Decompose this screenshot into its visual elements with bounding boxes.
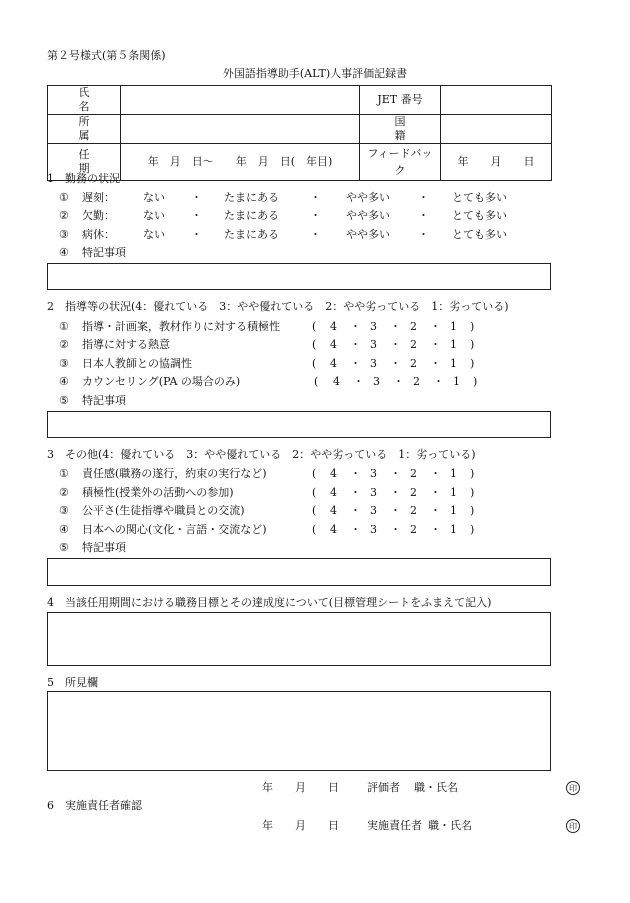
separator: ・ — [418, 209, 429, 222]
rating-open: ( — [312, 320, 317, 333]
guidance-row — [0, 337, 630, 353]
rating-3[interactable]: 3 — [373, 375, 380, 388]
rating-1[interactable]: 1 — [453, 375, 460, 388]
rating-dot: ・ — [430, 467, 441, 480]
guidance-row — [0, 374, 630, 390]
rating-dot: ・ — [350, 320, 361, 333]
row-number: ① — [59, 191, 69, 204]
nationality-field[interactable] — [441, 115, 552, 144]
separator: ・ — [310, 209, 321, 222]
rating-3[interactable]: 3 — [370, 523, 377, 536]
evaluator-role-label: 評価者 — [367, 781, 400, 794]
rating-open: ( — [312, 467, 317, 480]
other-row — [0, 503, 630, 519]
rating-4[interactable]: 4 — [330, 320, 337, 333]
row-label: 遅刻： — [82, 191, 115, 204]
option-none[interactable]: ない — [143, 191, 165, 204]
feedback-label-line-1: フィードバッ — [367, 147, 433, 160]
jet-number-field[interactable] — [441, 86, 552, 115]
manager-name-label: 職・氏名 — [428, 819, 472, 832]
rating-dot: ・ — [430, 338, 441, 351]
row-label: 指導に対する熱意 — [82, 338, 170, 351]
rating-3[interactable]: 3 — [370, 338, 377, 351]
rating-4[interactable]: 4 — [330, 504, 337, 517]
section-2-notes-label — [0, 393, 630, 409]
rating-3[interactable]: 3 — [370, 320, 377, 333]
row-number: ④ — [59, 523, 69, 536]
rating-dot: ・ — [430, 357, 441, 370]
row-number: ⑤ — [59, 541, 69, 554]
section-4-heading: 4 当該任用期間における職務目標とその達成度について(目標管理シートをふまえて記入) — [47, 596, 492, 609]
rating-dot: ・ — [430, 504, 441, 517]
row-number: ③ — [59, 228, 69, 241]
term-field[interactable]: 年 月 日～ 年 月 日( 年目) — [121, 144, 360, 181]
rating-dot: ・ — [390, 357, 401, 370]
guidance-row — [0, 319, 630, 335]
separator: ・ — [191, 191, 202, 204]
rating-1[interactable]: 1 — [450, 320, 457, 333]
row-label: 日本への関心(文化・言語・交流など) — [82, 523, 267, 536]
option-somewhat-often[interactable]: やや多い — [346, 228, 390, 241]
name-field[interactable] — [121, 86, 360, 115]
row-number: ③ — [59, 357, 69, 370]
feedback-date-field[interactable]: 年 月 日 — [441, 144, 552, 181]
row-label: 病休： — [82, 228, 115, 241]
rating-4[interactable]: 4 — [333, 375, 340, 388]
option-somewhat-often[interactable]: やや多い — [346, 209, 390, 222]
attendance-row-late — [0, 190, 630, 206]
manager-signature-line — [0, 818, 630, 834]
section-1-heading: 1 勤務の状況 — [47, 172, 120, 185]
affiliation-field[interactable] — [121, 115, 360, 144]
rating-4[interactable]: 4 — [330, 523, 337, 536]
row-number: ② — [59, 338, 69, 351]
rating-close: ) — [470, 467, 475, 480]
row-label: 責任感(職務の遂行，約束の実行など) — [82, 467, 267, 480]
rating-dot: ・ — [350, 504, 361, 517]
rating-dot: ・ — [430, 486, 441, 499]
rating-1[interactable]: 1 — [450, 467, 457, 480]
rating-close: ) — [470, 486, 475, 499]
row-number: ④ — [59, 375, 69, 388]
rating-open: ( — [312, 523, 317, 536]
other-row — [0, 466, 630, 482]
jet-number-label: JET 番号 — [360, 86, 441, 115]
rating-close: ) — [470, 338, 475, 351]
section-1-notes-label — [0, 245, 630, 261]
rating-2[interactable]: 2 — [410, 338, 417, 351]
guidance-row — [0, 356, 630, 372]
rating-dot: ・ — [433, 375, 444, 388]
rating-open: ( — [312, 486, 317, 499]
name-label: 氏 名 — [48, 86, 121, 115]
rating-4[interactable]: 4 — [330, 357, 337, 370]
option-none[interactable]: ない — [143, 209, 165, 222]
evaluator-date[interactable]: 年 月 日 — [262, 781, 339, 794]
section-4-textbox[interactable] — [47, 612, 551, 666]
section-3-notes-label — [0, 540, 630, 556]
rating-dot: ・ — [390, 504, 401, 517]
separator: ・ — [418, 228, 429, 241]
rating-dot: ・ — [390, 467, 401, 480]
row-number: ⑤ — [59, 394, 69, 407]
rating-1[interactable]: 1 — [450, 504, 457, 517]
rating-dot: ・ — [430, 523, 441, 536]
affiliation-label: 所 属 — [48, 115, 121, 144]
option-none[interactable]: ない — [143, 228, 165, 241]
option-sometimes[interactable]: たまにある — [224, 191, 279, 204]
rating-2[interactable]: 2 — [410, 467, 417, 480]
rating-dot: ・ — [393, 375, 404, 388]
rating-1[interactable]: 1 — [450, 357, 457, 370]
section-3-heading: 3 その他(4：優れている 3：やや優れている 2：やや劣っている 1：劣っている) — [47, 448, 476, 461]
evaluator-name-label: 職・氏名 — [414, 781, 458, 794]
rating-dot: ・ — [390, 338, 401, 351]
section-6-heading: 6 実施責任者確認 — [47, 799, 142, 812]
separator: ・ — [191, 209, 202, 222]
rating-4[interactable]: 4 — [330, 467, 337, 480]
rating-3[interactable]: 3 — [370, 486, 377, 499]
rating-dot: ・ — [353, 375, 364, 388]
row-number: ① — [59, 320, 69, 333]
rating-2[interactable]: 2 — [413, 375, 420, 388]
rating-close: ) — [470, 357, 475, 370]
form-number: 第２号様式(第５条関係) — [47, 49, 166, 62]
term-label: 任 期 — [48, 144, 121, 181]
option-sometimes[interactable]: たまにある — [224, 209, 279, 222]
rating-close: ) — [473, 375, 478, 388]
rating-dot: ・ — [350, 467, 361, 480]
rating-open: ( — [312, 338, 317, 351]
nationality-label: 国 籍 — [360, 115, 441, 144]
feedback-label — [360, 144, 441, 181]
rating-1[interactable]: 1 — [450, 523, 457, 536]
option-somewhat-often[interactable]: やや多い — [346, 191, 390, 204]
rating-open: ( — [312, 504, 317, 517]
row-number: ② — [59, 486, 69, 499]
seal-icon: 印 — [566, 781, 580, 795]
feedback-label-line-2: ク — [394, 164, 406, 177]
row-number: ④ — [59, 246, 69, 259]
rating-4[interactable]: 4 — [330, 338, 337, 351]
row-label: 特記事項 — [82, 394, 126, 407]
rating-2[interactable]: 2 — [410, 357, 417, 370]
row-number: ① — [59, 467, 69, 480]
row-number: ③ — [59, 504, 69, 517]
other-row — [0, 522, 630, 538]
row-label: 指導・計画案，教材作りに対する積極性 — [82, 320, 280, 333]
option-very-often[interactable]: とても多い — [452, 228, 507, 241]
rating-dot: ・ — [390, 523, 401, 536]
separator: ・ — [191, 228, 202, 241]
separator: ・ — [310, 228, 321, 241]
row-label: 日本人教師との協調性 — [82, 357, 192, 370]
rating-2[interactable]: 2 — [410, 486, 417, 499]
form-title: 外国語指導助手(ALT)人事評価記録書 — [222, 67, 408, 80]
rating-2[interactable]: 2 — [410, 523, 417, 536]
row-label: 積極性(授業外の活動への参加) — [82, 486, 234, 499]
row-label: 公平さ(生徒指導や職員との交流) — [82, 504, 245, 517]
manager-date[interactable]: 年 月 日 — [262, 819, 339, 832]
evaluator-signature-line — [0, 780, 630, 796]
rating-dot: ・ — [350, 523, 361, 536]
row-number: ② — [59, 209, 69, 222]
attendance-row-absence — [0, 208, 630, 224]
row-label: 特記事項 — [82, 246, 126, 259]
rating-dot: ・ — [350, 357, 361, 370]
seal-icon: 印 — [566, 819, 580, 833]
rating-1[interactable]: 1 — [450, 486, 457, 499]
rating-dot: ・ — [350, 486, 361, 499]
row-label: 欠勤： — [82, 209, 115, 222]
section-2-heading: 2 指導等の状況(4：優れている 3：やや優れている 2：やや劣っている 1：劣っている) — [47, 300, 509, 313]
rating-1[interactable]: 1 — [450, 338, 457, 351]
rating-dot: ・ — [350, 338, 361, 351]
rating-open: ( — [312, 357, 317, 370]
other-row — [0, 485, 630, 501]
attendance-row-sick-leave — [0, 227, 630, 243]
rating-dot: ・ — [390, 486, 401, 499]
rating-3[interactable]: 3 — [370, 357, 377, 370]
section-5-textbox[interactable] — [47, 691, 551, 771]
row-label: カウンセリング(PA の場合のみ) — [82, 375, 241, 388]
rating-2[interactable]: 2 — [410, 504, 417, 517]
header-table — [47, 85, 552, 181]
section-2-notes-box[interactable] — [47, 411, 551, 438]
section-1-notes-box[interactable] — [47, 263, 551, 290]
separator: ・ — [310, 191, 321, 204]
rating-2[interactable]: 2 — [410, 320, 417, 333]
rating-3[interactable]: 3 — [370, 504, 377, 517]
option-sometimes[interactable]: たまにある — [224, 228, 279, 241]
row-label: 特記事項 — [82, 541, 126, 554]
rating-3[interactable]: 3 — [370, 467, 377, 480]
rating-4[interactable]: 4 — [330, 486, 337, 499]
option-very-often[interactable]: とても多い — [452, 191, 507, 204]
separator: ・ — [418, 191, 429, 204]
rating-close: ) — [470, 504, 475, 517]
rating-open: ( — [314, 375, 319, 388]
rating-close: ) — [470, 523, 475, 536]
section-5-heading: 5 所見欄 — [47, 676, 98, 689]
option-very-often[interactable]: とても多い — [452, 209, 507, 222]
manager-role-label: 実施責任者 — [367, 819, 422, 832]
rating-close: ) — [470, 320, 475, 333]
section-3-notes-box[interactable] — [47, 558, 551, 586]
rating-dot: ・ — [390, 320, 401, 333]
rating-dot: ・ — [430, 320, 441, 333]
